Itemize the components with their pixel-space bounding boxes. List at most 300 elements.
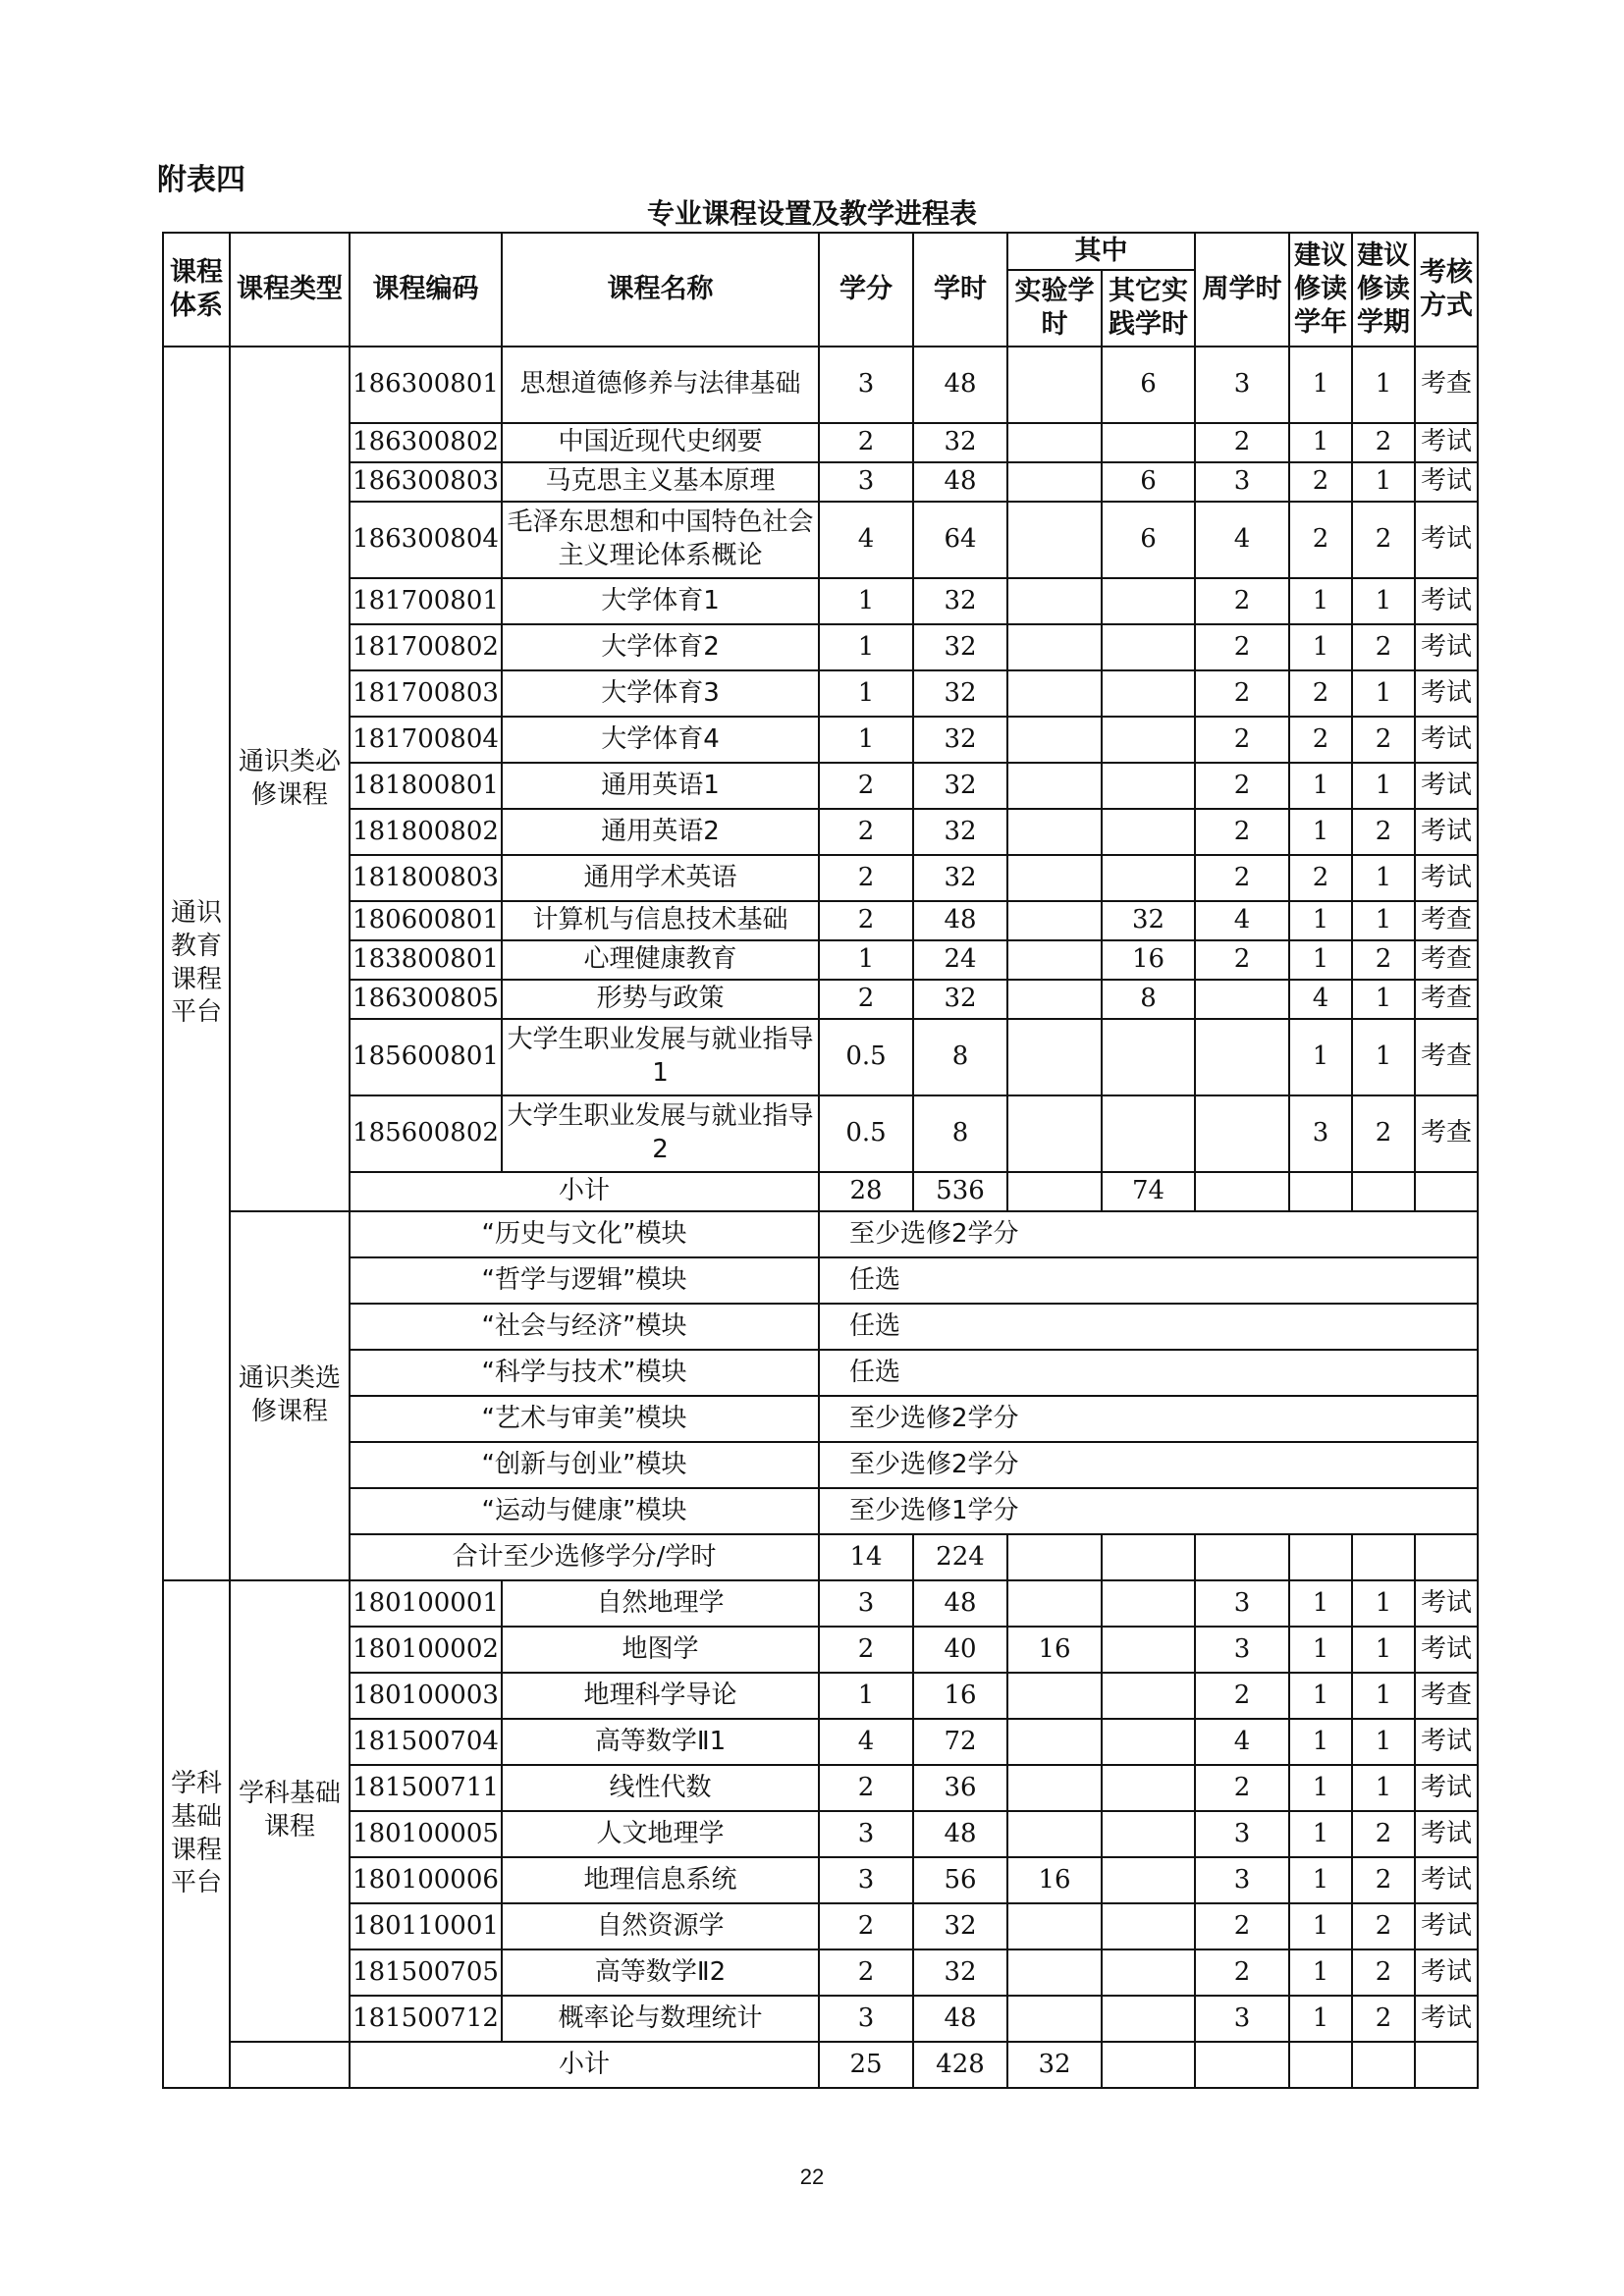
course-suggested-year: 1 [1289,578,1352,624]
course-credits: 2 [819,763,913,809]
course-suggested-year: 1 [1289,624,1352,670]
subtotal-other-practice-hours [1102,2042,1195,2088]
table-row [163,1811,1478,1857]
course-other-practice-hours [1102,1857,1195,1903]
course-suggested-term: 1 [1352,670,1415,717]
course-lab-hours [1007,1996,1102,2042]
course-assessment: 考查 [1415,347,1478,423]
course-name: 自然资源学 [502,1903,819,1949]
course-weekly-hours: 3 [1195,1627,1289,1673]
course-suggested-year: 1 [1289,1719,1352,1765]
course-other-practice-hours [1102,578,1195,624]
appendix-label: 附表四 [157,163,245,197]
table-row [163,1719,1478,1765]
course-name: 通用学术英语 [502,855,819,901]
course-lab-hours [1007,502,1102,578]
course-hours: 72 [913,1719,1007,1765]
course-suggested-term: 1 [1352,1765,1415,1811]
course-suggested-term: 1 [1352,1019,1415,1095]
course-suggested-term: 2 [1352,1095,1415,1172]
course-suggested-term: 2 [1352,1903,1415,1949]
elective-total-label: 合计至少选修学分/学时 [350,1534,819,1580]
course-code: 186300802 [350,423,502,462]
elective-module-name: “科学与技术”模块 [350,1350,819,1396]
course-lab-hours [1007,763,1102,809]
course-lab-hours [1007,670,1102,717]
course-suggested-year: 1 [1289,347,1352,423]
course-lab-hours [1007,1580,1102,1627]
course-suggested-year: 1 [1289,1949,1352,1996]
type-general-required: 通识类必修课程 [230,347,350,1211]
course-hours: 32 [913,855,1007,901]
course-credits: 1 [819,940,913,980]
course-other-practice-hours [1102,423,1195,462]
course-suggested-year: 1 [1289,1580,1352,1627]
course-hours: 32 [913,1949,1007,1996]
course-hours: 16 [913,1673,1007,1719]
course-name: 大学体育1 [502,578,819,624]
course-name: 通用英语1 [502,763,819,809]
course-code: 180100005 [350,1811,502,1857]
course-suggested-term: 2 [1352,1949,1415,1996]
course-credits: 2 [819,901,913,940]
course-name: 中国近现代史纲要 [502,423,819,462]
header-suggested-year: 建议修读学年 [1289,233,1352,347]
course-hours: 48 [913,1996,1007,2042]
course-credits: 2 [819,1765,913,1811]
course-suggested-term: 1 [1352,347,1415,423]
course-suggested-term: 1 [1352,578,1415,624]
course-other-practice-hours [1102,1673,1195,1719]
course-credits: 3 [819,1857,913,1903]
course-suggested-year: 1 [1289,423,1352,462]
course-weekly-hours: 2 [1195,1765,1289,1811]
elective-module-requirement: 至少选修1学分 [819,1488,1478,1534]
subtotal-hours: 428 [913,2042,1007,2088]
course-lab-hours [1007,1903,1102,1949]
course-assessment: 考查 [1415,1019,1478,1095]
subtotal-label: 小计 [350,1172,819,1211]
course-other-practice-hours [1102,1719,1195,1765]
course-name: 大学体育4 [502,717,819,763]
course-code: 183800801 [350,940,502,980]
empty-cell [1352,2042,1415,2088]
course-name: 马克思主义基本原理 [502,462,819,502]
course-credits: 3 [819,1811,913,1857]
course-weekly-hours [1195,980,1289,1019]
table-row [163,1172,1478,1211]
elective-total-credits: 14 [819,1534,913,1580]
course-assessment: 考试 [1415,423,1478,462]
course-hours: 48 [913,901,1007,940]
type-discipline-basic: 学科基础课程 [230,1580,350,2042]
header-type: 课程类型 [230,233,350,347]
course-lab-hours [1007,1673,1102,1719]
course-name: 形势与政策 [502,980,819,1019]
course-hours: 32 [913,809,1007,855]
course-name: 心理健康教育 [502,940,819,980]
table-title: 专业课程设置及教学进程表 [646,197,977,230]
course-hours: 48 [913,347,1007,423]
elective-module-name: “艺术与审美”模块 [350,1396,819,1442]
table-row [163,1396,1478,1442]
course-assessment: 考试 [1415,502,1478,578]
header-assessment: 考核方式 [1415,233,1478,347]
course-credits: 2 [819,1627,913,1673]
course-assessment: 考试 [1415,1580,1478,1627]
course-code: 181700801 [350,578,502,624]
table-row [163,1442,1478,1488]
page-number: 22 [799,2164,825,2189]
course-suggested-term: 2 [1352,502,1415,578]
course-weekly-hours: 2 [1195,940,1289,980]
course-hours: 24 [913,940,1007,980]
course-suggested-term: 2 [1352,1857,1415,1903]
course-suggested-year: 1 [1289,901,1352,940]
course-schedule-table [162,232,1479,2089]
table-row [163,940,1478,980]
course-credits: 1 [819,578,913,624]
course-lab-hours [1007,1949,1102,1996]
course-assessment: 考试 [1415,717,1478,763]
course-name: 大学体育2 [502,624,819,670]
table-row [163,502,1478,578]
course-credits: 3 [819,1996,913,2042]
course-credits: 3 [819,1580,913,1627]
course-other-practice-hours [1102,1996,1195,2042]
course-suggested-term: 2 [1352,717,1415,763]
course-code: 186300805 [350,980,502,1019]
course-suggested-term: 1 [1352,980,1415,1019]
course-assessment: 考试 [1415,809,1478,855]
elective-total-hours: 224 [913,1534,1007,1580]
course-credits: 2 [819,855,913,901]
table-row [163,980,1478,1019]
course-code: 186300803 [350,462,502,502]
table-row [163,670,1478,717]
subtotal-other-practice-hours: 74 [1102,1172,1195,1211]
subtotal-lab-hours: 32 [1007,2042,1102,2088]
course-name: 大学生职业发展与就业指导2 [502,1095,819,1172]
course-suggested-year: 2 [1289,502,1352,578]
header-credits: 学分 [819,233,913,347]
course-suggested-term: 2 [1352,624,1415,670]
course-lab-hours [1007,347,1102,423]
course-assessment: 考试 [1415,462,1478,502]
course-assessment: 考查 [1415,1095,1478,1172]
empty-cell [1289,2042,1352,2088]
course-assessment: 考试 [1415,1811,1478,1857]
course-suggested-year: 1 [1289,1811,1352,1857]
elective-module-requirement: 任选 [819,1257,1478,1304]
course-lab-hours [1007,1811,1102,1857]
table-row [163,462,1478,502]
table-row [163,347,1478,423]
course-hours: 56 [913,1857,1007,1903]
course-code: 180100001 [350,1580,502,1627]
table-row [163,624,1478,670]
course-name: 高等数学Ⅱ1 [502,1719,819,1765]
course-credits: 3 [819,462,913,502]
course-other-practice-hours: 8 [1102,980,1195,1019]
course-code: 181500712 [350,1996,502,2042]
course-suggested-year: 1 [1289,1996,1352,2042]
course-weekly-hours: 2 [1195,624,1289,670]
course-suggested-term: 2 [1352,1996,1415,2042]
course-name: 地理信息系统 [502,1857,819,1903]
course-other-practice-hours [1102,624,1195,670]
course-lab-hours [1007,1719,1102,1765]
course-hours: 32 [913,1903,1007,1949]
course-suggested-term: 1 [1352,855,1415,901]
course-other-practice-hours [1102,1019,1195,1095]
course-weekly-hours: 2 [1195,578,1289,624]
table-row [163,423,1478,462]
course-name: 通用英语2 [502,809,819,855]
course-credits: 3 [819,347,913,423]
course-suggested-year: 1 [1289,940,1352,980]
header-code: 课程编码 [350,233,502,347]
header-system: 课程体系 [163,233,230,347]
course-code: 181500704 [350,1719,502,1765]
empty-cell [1352,1172,1415,1211]
course-code: 181700803 [350,670,502,717]
course-name: 大学体育3 [502,670,819,717]
table-row [163,1903,1478,1949]
course-hours: 48 [913,1580,1007,1627]
course-lab-hours [1007,1019,1102,1095]
course-credits: 2 [819,809,913,855]
table-row [163,1627,1478,1673]
subtotal-hours: 536 [913,1172,1007,1211]
elective-module-name: “运动与健康”模块 [350,1488,819,1534]
table-row [163,1534,1478,1580]
course-weekly-hours: 3 [1195,1580,1289,1627]
course-suggested-year: 3 [1289,1095,1352,1172]
course-other-practice-hours [1102,1580,1195,1627]
course-code: 180100002 [350,1627,502,1673]
course-other-practice-hours [1102,855,1195,901]
table-row [163,855,1478,901]
course-hours: 32 [913,624,1007,670]
course-other-practice-hours [1102,1949,1195,1996]
course-lab-hours [1007,624,1102,670]
course-suggested-year: 1 [1289,1673,1352,1719]
course-suggested-term: 1 [1352,763,1415,809]
course-hours: 40 [913,1627,1007,1673]
empty-cell [1195,2042,1289,2088]
course-lab-hours [1007,980,1102,1019]
course-suggested-year: 2 [1289,670,1352,717]
course-suggested-year: 4 [1289,980,1352,1019]
course-weekly-hours [1195,1019,1289,1095]
table-row [163,2042,1478,2088]
course-credits: 1 [819,624,913,670]
course-suggested-term: 2 [1352,809,1415,855]
header-suggested-term: 建议修读学期 [1352,233,1415,347]
course-code: 181800803 [350,855,502,901]
course-hours: 36 [913,1765,1007,1811]
course-code: 185600801 [350,1019,502,1095]
empty-cell [230,2042,350,2088]
platform-general-education: 通识教育课程平台 [163,347,230,1580]
course-suggested-year: 2 [1289,855,1352,901]
course-other-practice-hours [1102,670,1195,717]
course-suggested-term: 1 [1352,901,1415,940]
course-name: 计算机与信息技术基础 [502,901,819,940]
course-other-practice-hours [1102,809,1195,855]
table-row [163,1765,1478,1811]
course-suggested-year: 1 [1289,1857,1352,1903]
course-assessment: 考试 [1415,670,1478,717]
course-name: 大学生职业发展与就业指导1 [502,1019,819,1095]
course-credits: 1 [819,670,913,717]
table-row [163,1857,1478,1903]
course-assessment: 考试 [1415,1627,1478,1673]
course-hours: 32 [913,763,1007,809]
header-of-which: 其中 [1007,233,1195,270]
table-row [163,809,1478,855]
course-weekly-hours: 3 [1195,462,1289,502]
course-hours: 48 [913,462,1007,502]
course-credits: 2 [819,1903,913,1949]
platform-discipline-basic: 学科基础课程平台 [163,1580,230,2088]
course-assessment: 考试 [1415,1857,1478,1903]
course-weekly-hours: 2 [1195,1903,1289,1949]
course-weekly-hours: 2 [1195,423,1289,462]
course-suggested-year: 1 [1289,1765,1352,1811]
course-other-practice-hours: 6 [1102,347,1195,423]
table-row [163,1304,1478,1350]
course-weekly-hours: 4 [1195,502,1289,578]
course-weekly-hours: 2 [1195,1949,1289,1996]
course-suggested-term: 2 [1352,1811,1415,1857]
course-lab-hours [1007,1765,1102,1811]
course-code: 186300801 [350,347,502,423]
subtotal-credits: 25 [819,2042,913,2088]
course-assessment: 考试 [1415,1903,1478,1949]
table-row [163,1673,1478,1719]
course-lab-hours [1007,809,1102,855]
course-weekly-hours: 3 [1195,1857,1289,1903]
course-suggested-year: 1 [1289,1903,1352,1949]
elective-module-requirement: 任选 [819,1304,1478,1350]
course-other-practice-hours: 16 [1102,940,1195,980]
course-lab-hours [1007,462,1102,502]
course-hours: 64 [913,502,1007,578]
course-weekly-hours: 2 [1195,670,1289,717]
empty-cell [1195,1172,1289,1211]
course-other-practice-hours: 6 [1102,502,1195,578]
elective-module-name: “历史与文化”模块 [350,1211,819,1257]
course-other-practice-hours: 6 [1102,462,1195,502]
course-other-practice-hours [1102,763,1195,809]
course-suggested-term: 1 [1352,1627,1415,1673]
empty-cell [1289,1534,1352,1580]
course-other-practice-hours [1102,1627,1195,1673]
course-hours: 8 [913,1095,1007,1172]
course-lab-hours [1007,578,1102,624]
course-weekly-hours [1195,1095,1289,1172]
table-row [163,1350,1478,1396]
course-credits: 2 [819,980,913,1019]
course-name: 自然地理学 [502,1580,819,1627]
course-lab-hours [1007,1095,1102,1172]
course-suggested-term: 1 [1352,1580,1415,1627]
header-name: 课程名称 [502,233,819,347]
course-weekly-hours: 3 [1195,347,1289,423]
course-lab-hours [1007,717,1102,763]
course-credits: 0.5 [819,1095,913,1172]
course-suggested-term: 1 [1352,462,1415,502]
elective-module-requirement: 至少选修2学分 [819,1442,1478,1488]
header-hours: 学时 [913,233,1007,347]
course-credits: 1 [819,1673,913,1719]
table-row [163,1949,1478,1996]
table-row [163,1580,1478,1627]
course-name: 思想道德修养与法律基础 [502,347,819,423]
table-row [163,1488,1478,1534]
course-credits: 4 [819,1719,913,1765]
course-code: 180100006 [350,1857,502,1903]
course-suggested-year: 1 [1289,1019,1352,1095]
elective-module-name: “社会与经济”模块 [350,1304,819,1350]
course-code: 181700802 [350,624,502,670]
course-weekly-hours: 3 [1195,1811,1289,1857]
course-name: 线性代数 [502,1765,819,1811]
course-credits: 2 [819,1949,913,1996]
header-weekly-hours: 周学时 [1195,233,1289,347]
course-weekly-hours: 2 [1195,763,1289,809]
course-lab-hours [1007,855,1102,901]
empty-cell [1352,1534,1415,1580]
subtotal-credits: 28 [819,1172,913,1211]
table-row [163,717,1478,763]
course-code: 180600801 [350,901,502,940]
course-assessment: 考试 [1415,855,1478,901]
course-assessment: 考试 [1415,624,1478,670]
course-name: 地理科学导论 [502,1673,819,1719]
table-row [163,1211,1478,1257]
course-suggested-term: 2 [1352,940,1415,980]
course-code: 180100003 [350,1673,502,1719]
course-assessment: 考查 [1415,940,1478,980]
course-weekly-hours: 4 [1195,1719,1289,1765]
subtotal-lab-hours [1007,1172,1102,1211]
course-assessment: 考查 [1415,980,1478,1019]
elective-module-requirement: 任选 [819,1350,1478,1396]
course-name: 毛泽东思想和中国特色社会主义理论体系概论 [502,502,819,578]
course-code: 181500711 [350,1765,502,1811]
course-suggested-term: 1 [1352,1719,1415,1765]
course-hours: 32 [913,423,1007,462]
course-code: 181500705 [350,1949,502,1996]
course-code: 181800802 [350,809,502,855]
elective-module-name: “哲学与逻辑”模块 [350,1257,819,1304]
course-name: 高等数学Ⅱ2 [502,1949,819,1996]
table-row [163,763,1478,809]
course-other-practice-hours [1102,717,1195,763]
course-suggested-year: 2 [1289,462,1352,502]
course-assessment: 考试 [1415,578,1478,624]
course-suggested-term: 1 [1352,1673,1415,1719]
course-code: 180110001 [350,1903,502,1949]
elective-module-name: “创新与创业”模块 [350,1442,819,1488]
course-credits: 1 [819,717,913,763]
course-other-practice-hours [1102,1095,1195,1172]
course-assessment: 考试 [1415,1719,1478,1765]
course-suggested-term: 2 [1352,423,1415,462]
